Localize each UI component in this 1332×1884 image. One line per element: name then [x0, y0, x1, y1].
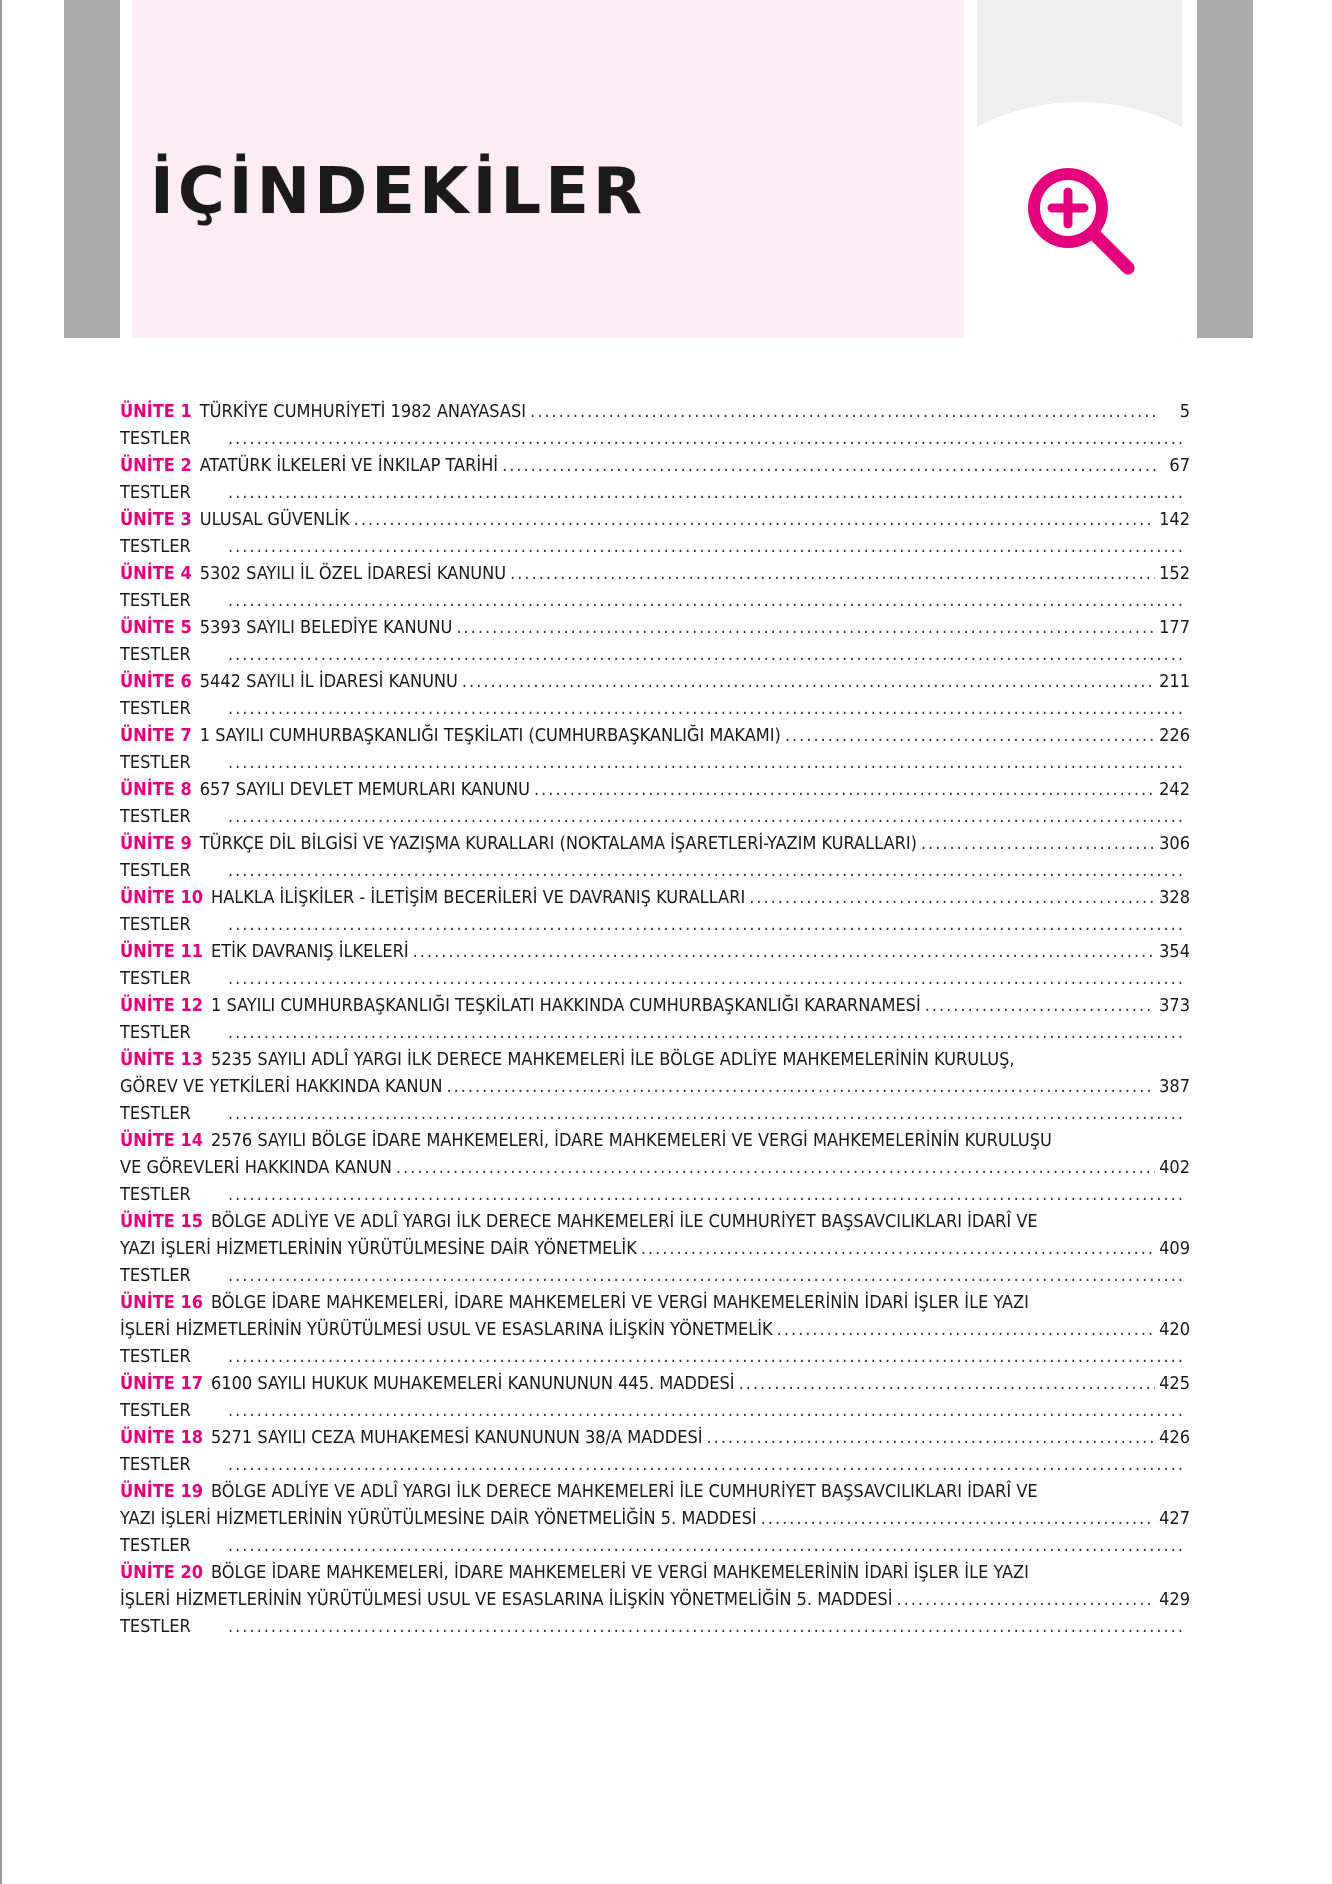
tests-line: [120, 425, 1190, 452]
page-number: 152: [1159, 563, 1190, 584]
dot-leader: [354, 506, 1155, 533]
page-number: 306: [1159, 833, 1190, 854]
unit-title: 5302 SAYILI İL ÖZEL İDARESİ KANUNU: [199, 563, 507, 584]
unit-title: HALKLA İLİŞKİLER - İLETİŞİM BECERİLERİ VE DAVRANIŞ KURALLARI: [211, 887, 746, 908]
toc-entry-line: [120, 1424, 1190, 1451]
tests-label: TESTLER: [120, 428, 191, 449]
dot-leader: [925, 992, 1155, 1019]
toc-entry-line: [120, 398, 1190, 425]
unit-label: ÜNİTE 2: [120, 455, 192, 476]
dot-leader: [446, 1073, 1155, 1100]
tests-line: [120, 965, 1190, 992]
toc-entry-line: [120, 722, 1190, 749]
tests-label: TESTLER: [120, 1184, 191, 1205]
unit-title: 6100 SAYILI HUKUK MUHAKEMELERİ KANUNUNUN 445. MADDESİ: [211, 1373, 735, 1394]
unit-label: ÜNİTE 8: [120, 779, 192, 800]
page-number: 211: [1159, 671, 1190, 692]
page-number: 67: [1169, 455, 1190, 476]
unit-title: 5235 SAYILI ADLÎ YARGI İLK DERECE MAHKEMELERİ İLE BÖLGE ADLİYE MAHKEMELERİNİN KURULUŞ,: [211, 1049, 1015, 1070]
toc-entry-line: [120, 1208, 1190, 1235]
tests-label: TESTLER: [120, 914, 191, 935]
dot-leader: [921, 830, 1155, 857]
dot-leader: [228, 1613, 1186, 1640]
toc-entry: [120, 776, 1190, 830]
unit-title: 5393 SAYILI BELEDİYE KANUNU: [199, 617, 453, 638]
unit-label: ÜNİTE 5: [120, 617, 192, 638]
tests-label: TESTLER: [120, 752, 191, 773]
page-number: 427: [1159, 1508, 1190, 1529]
tests-line: [120, 1181, 1190, 1208]
toc-entry-line: [120, 1478, 1190, 1505]
unit-label: ÜNİTE 7: [120, 725, 192, 746]
dot-leader: [228, 1397, 1186, 1424]
dot-leader: [228, 695, 1186, 722]
page-title: İÇİNDEKİLER: [150, 155, 647, 229]
toc-entry-line: [120, 938, 1190, 965]
dot-leader: [228, 803, 1186, 830]
toc-entry: [120, 1424, 1190, 1478]
toc-entry-line-continued: [120, 1073, 1190, 1100]
unit-title: BÖLGE ADLİYE VE ADLÎ YARGI İLK DERECE MAHKEMELERİ İLE CUMHURİYET BAŞSAVCILIKLARI İDARÎ VE: [211, 1481, 1038, 1502]
unit-title: ETİK DAVRANIŞ İLKELERİ: [211, 941, 409, 962]
unit-title: 1 SAYILI CUMHURBAŞKANLIĞI TEŞKİLATI HAKKINDA CUMHURBAŞKANLIĞI KARARNAMESİ: [211, 995, 921, 1016]
tests-label: TESTLER: [120, 644, 191, 665]
unit-label: ÜNİTE 12: [120, 995, 204, 1016]
toc-entry: [120, 398, 1190, 452]
toc-entry: [120, 506, 1190, 560]
dot-leader: [462, 668, 1155, 695]
tests-label: TESTLER: [120, 860, 191, 881]
unit-title: TÜRKİYE CUMHURİYETİ 1982 ANAYASASI: [199, 401, 527, 422]
unit-label: ÜNİTE 3: [120, 509, 192, 530]
dot-leader: [530, 398, 1158, 425]
toc-entry: [120, 1208, 1190, 1289]
unit-title: 2576 SAYILI BÖLGE İDARE MAHKEMELERİ, İDARE MAHKEMELERİ VE VERGİ MAHKEMELERİNİN KURULUŞU: [211, 1130, 1052, 1151]
header: [0, 0, 1332, 338]
unit-title: 657 SAYILI DEVLET MEMURLARI KANUNU: [199, 779, 530, 800]
toc-entry: [120, 722, 1190, 776]
page-number: 420: [1159, 1319, 1190, 1340]
toc-entry-line: [120, 1559, 1190, 1586]
tests-line: [120, 803, 1190, 830]
dot-leader: [228, 641, 1186, 668]
tests-line: [120, 911, 1190, 938]
page-number: 373: [1159, 995, 1190, 1016]
toc-entry-line-continued: [120, 1586, 1190, 1613]
tests-label: TESTLER: [120, 1346, 191, 1367]
unit-label: ÜNİTE 9: [120, 833, 192, 854]
dot-leader: [228, 1451, 1186, 1478]
page-number: 429: [1159, 1589, 1190, 1610]
unit-title: 5442 SAYILI İL İDARESİ KANUNU: [199, 671, 458, 692]
unit-title: ATATÜRK İLKELERİ VE İNKILAP TARİHİ: [199, 455, 499, 476]
right-gray-bar: [1197, 0, 1253, 338]
left-gray-bar: [64, 0, 120, 338]
toc-entry-line: [120, 560, 1190, 587]
toc-entry-line: [120, 1370, 1190, 1397]
dot-leader: [228, 479, 1186, 506]
page-number: 328: [1159, 887, 1190, 908]
unit-label: ÜNİTE 18: [120, 1427, 204, 1448]
toc-entry-line: [120, 452, 1190, 479]
page-number: 409: [1159, 1238, 1190, 1259]
tests-label: TESTLER: [120, 968, 191, 989]
toc-entry-line: [120, 1046, 1190, 1073]
tests-line: [120, 749, 1190, 776]
unit-title: VE GÖREVLERİ HAKKINDA KANUN: [120, 1157, 392, 1178]
dot-leader: [502, 452, 1158, 479]
dot-leader: [707, 1424, 1156, 1451]
toc-entry-line: [120, 668, 1190, 695]
unit-title: TÜRKÇE DİL BİLGİSİ VE YAZIŞMA KURALLARI (NOKTALAMA İŞARETLERİ-YAZIM KURALLARI): [199, 833, 917, 854]
tests-line: [120, 1019, 1190, 1046]
toc-entry-line-continued: [120, 1154, 1190, 1181]
toc-entry: [120, 1127, 1190, 1208]
dot-leader: [641, 1235, 1155, 1262]
dot-leader: [228, 425, 1186, 452]
tests-label: TESTLER: [120, 1454, 191, 1475]
dot-leader: [749, 884, 1155, 911]
toc-entry: [120, 830, 1190, 884]
page-number: 402: [1159, 1157, 1190, 1178]
dot-leader: [396, 1154, 1155, 1181]
tests-line: [120, 479, 1190, 506]
page-number: 426: [1159, 1427, 1190, 1448]
dot-leader: [510, 560, 1155, 587]
toc-entry: [120, 938, 1190, 992]
unit-label: ÜNİTE 19: [120, 1481, 204, 1502]
tests-label: TESTLER: [120, 698, 191, 719]
dot-leader: [739, 1370, 1156, 1397]
unit-title: İŞLERİ HİZMETLERİNİN YÜRÜTÜLMESİ USUL VE ESASLARINA İLİŞKİN YÖNETMELİĞİN 5. MADDESİ: [120, 1589, 893, 1610]
unit-title: BÖLGE İDARE MAHKEMELERİ, İDARE MAHKEMELERİ VE VERGİ MAHKEMELERİNİN İDARİ İŞLER İLE YAZI: [211, 1292, 1029, 1313]
unit-label: ÜNİTE 4: [120, 563, 192, 584]
dot-leader: [228, 911, 1186, 938]
dot-leader: [897, 1586, 1156, 1613]
toc-entry: [120, 1046, 1190, 1127]
unit-label: ÜNİTE 1: [120, 401, 192, 422]
toc-entry: [120, 1559, 1190, 1640]
tests-label: TESTLER: [120, 1265, 191, 1286]
table-of-contents: [120, 398, 1190, 1640]
toc-entry: [120, 560, 1190, 614]
page-number: 177: [1159, 617, 1190, 638]
unit-label: ÜNİTE 13: [120, 1049, 204, 1070]
toc-entry: [120, 1289, 1190, 1370]
tests-line: [120, 1532, 1190, 1559]
unit-title: 5271 SAYILI CEZA MUHAKEMESİ KANUNUNUN 38/A MADDESİ: [211, 1427, 703, 1448]
toc-entry: [120, 668, 1190, 722]
toc-entry-line: [120, 614, 1190, 641]
toc-entry-line-continued: [120, 1316, 1190, 1343]
unit-label: ÜNİTE 14: [120, 1130, 204, 1151]
toc-entry: [120, 1478, 1190, 1559]
page-number: 226: [1159, 725, 1190, 746]
toc-entry: [120, 1370, 1190, 1424]
zoom-plus-icon: [1020, 160, 1140, 280]
tests-line: [120, 695, 1190, 722]
tests-line: [120, 1451, 1190, 1478]
tests-line: [120, 1613, 1190, 1640]
unit-label: ÜNİTE 20: [120, 1562, 204, 1583]
page-number: 425: [1159, 1373, 1190, 1394]
dot-leader: [228, 587, 1186, 614]
unit-label: ÜNİTE 6: [120, 671, 192, 692]
dot-leader: [228, 1019, 1186, 1046]
dot-leader: [228, 857, 1186, 884]
unit-label: ÜNİTE 10: [120, 887, 204, 908]
dot-leader: [413, 938, 1155, 965]
dot-leader: [228, 1262, 1186, 1289]
tests-label: TESTLER: [120, 482, 191, 503]
tests-label: TESTLER: [120, 806, 191, 827]
page-number: 354: [1159, 941, 1190, 962]
toc-entry-line: [120, 884, 1190, 911]
tests-line: [120, 1262, 1190, 1289]
unit-title: 1 SAYILI CUMHURBAŞKANLIĞI TEŞKİLATI (CUMHURBAŞKANLIĞI MAKAMI): [199, 725, 781, 746]
tests-line: [120, 587, 1190, 614]
unit-label: ÜNİTE 17: [120, 1373, 204, 1394]
tests-label: TESTLER: [120, 1400, 191, 1421]
icon-panel: [977, 0, 1182, 338]
tests-label: TESTLER: [120, 1022, 191, 1043]
dot-leader: [228, 1343, 1186, 1370]
unit-title: BÖLGE ADLİYE VE ADLÎ YARGI İLK DERECE MAHKEMELERİ İLE CUMHURİYET BAŞSAVCILIKLARI İDARÎ VE: [211, 1211, 1038, 1232]
dot-leader: [228, 1181, 1186, 1208]
unit-title: ULUSAL GÜVENLİK: [199, 509, 350, 530]
toc-entry-line-continued: [120, 1235, 1190, 1262]
tests-line: [120, 1397, 1190, 1424]
dot-leader: [777, 1316, 1155, 1343]
dot-leader: [228, 533, 1186, 560]
toc-entry: [120, 992, 1190, 1046]
dot-leader: [456, 614, 1155, 641]
unit-label: ÜNİTE 11: [120, 941, 204, 962]
toc-entry-line: [120, 992, 1190, 1019]
tests-line: [120, 1100, 1190, 1127]
dot-leader: [228, 1100, 1186, 1127]
toc-entry: [120, 452, 1190, 506]
toc-entry-line: [120, 776, 1190, 803]
dot-leader: [228, 965, 1186, 992]
toc-entry-line: [120, 830, 1190, 857]
dot-leader: [761, 1505, 1155, 1532]
unit-label: ÜNİTE 15: [120, 1211, 204, 1232]
toc-entry-line: [120, 1289, 1190, 1316]
page-number: 387: [1159, 1076, 1190, 1097]
toc-entry: [120, 614, 1190, 668]
tests-label: TESTLER: [120, 536, 191, 557]
toc-entry-line: [120, 506, 1190, 533]
dot-leader: [785, 722, 1155, 749]
unit-label: ÜNİTE 16: [120, 1292, 204, 1313]
unit-title: İŞLERİ HİZMETLERİNİN YÜRÜTÜLMESİ USUL VE ESASLARINA İLİŞKİN YÖNETMELİK: [120, 1319, 773, 1340]
toc-entry-line: [120, 1127, 1190, 1154]
page-number: 5: [1179, 401, 1190, 422]
tests-line: [120, 857, 1190, 884]
tests-line: [120, 533, 1190, 560]
unit-title: BÖLGE İDARE MAHKEMELERİ, İDARE MAHKEMELERİ VE VERGİ MAHKEMELERİNİN İDARİ İŞLER İLE YAZI: [211, 1562, 1029, 1583]
unit-title: GÖREV VE YETKİLERİ HAKKINDA KANUN: [120, 1076, 443, 1097]
tests-label: TESTLER: [120, 1616, 191, 1637]
tests-line: [120, 641, 1190, 668]
page-number: 242: [1159, 779, 1190, 800]
dot-leader: [228, 749, 1186, 776]
unit-title: YAZI İŞLERİ HİZMETLERİNİN YÜRÜTÜLMESİNE DAİR YÖNETMELİK: [120, 1238, 637, 1259]
toc-entry: [120, 884, 1190, 938]
dot-leader: [228, 1532, 1186, 1559]
tests-label: TESTLER: [120, 1103, 191, 1124]
toc-entry-line-continued: [120, 1505, 1190, 1532]
dot-leader: [534, 776, 1155, 803]
tests-line: [120, 1343, 1190, 1370]
tests-label: TESTLER: [120, 590, 191, 611]
unit-title: YAZI İŞLERİ HİZMETLERİNİN YÜRÜTÜLMESİNE DAİR YÖNETMELİĞİN 5. MADDESİ: [120, 1508, 757, 1529]
tests-label: TESTLER: [120, 1535, 191, 1556]
page-number: 142: [1159, 509, 1190, 530]
